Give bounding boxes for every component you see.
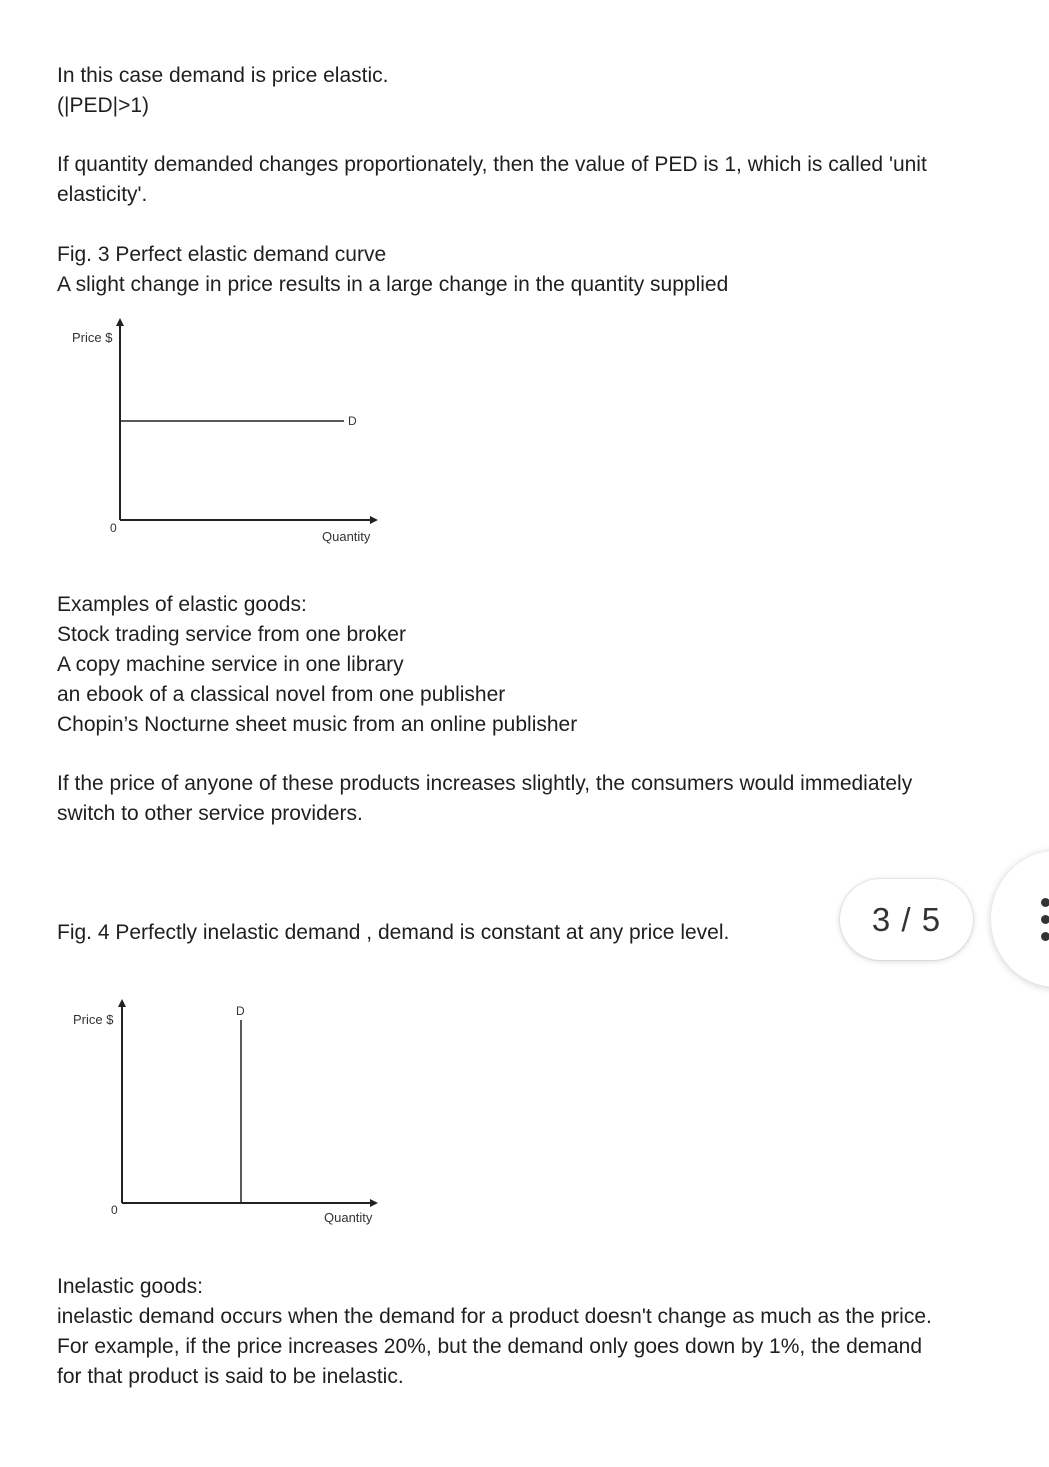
y-axis-arrow: [116, 318, 124, 326]
x-axis-arrow: [370, 1199, 378, 1207]
paragraph-line: inelastic demand occurs when the demand for a product doesn't change as much as the price.: [57, 1305, 932, 1328]
x-axis-arrow: [370, 516, 378, 524]
page-indicator-label: 3 / 5: [871, 900, 942, 938]
paragraph-line: elasticity'.: [57, 183, 148, 206]
list-item: A copy machine service in one library: [57, 653, 404, 676]
list-item: an ebook of a classical novel from one publisher: [57, 683, 506, 706]
y-axis-label: Price $: [72, 330, 113, 345]
more-options-button[interactable]: [991, 851, 1049, 987]
paragraph-line: A slight change in price results in a large change in the quantity supplied: [57, 273, 729, 296]
x-axis-label: Quantity: [322, 529, 371, 544]
list-item: Stock trading service from one broker: [57, 623, 406, 646]
x-axis-label: Quantity: [324, 1210, 373, 1225]
page-indicator[interactable]: [840, 879, 973, 960]
list-item: Chopin’s Nocturne sheet music from an online publisher: [57, 713, 578, 736]
paragraph-line: In this case demand is price elastic.: [57, 64, 389, 87]
paragraph-line: If quantity demanded changes proportionately, then the value of PED is 1, which is called 'unit: [57, 153, 927, 176]
y-axis-label: Price $: [73, 1012, 114, 1027]
paragraph-line: switch to other service providers.: [57, 802, 363, 825]
paragraph-line: For example, if the price increases 20%, but the demand only goes down by 1%, the demand: [57, 1335, 922, 1358]
paragraph-line: Inelastic goods:: [57, 1275, 203, 1298]
perfect-elastic-demand-figure: [60, 315, 390, 555]
perfectly-inelastic-demand-figure: [60, 995, 390, 1240]
origin-label: 0: [111, 1203, 118, 1217]
paragraph-line: Examples of elastic goods:: [57, 593, 307, 616]
demand-label: D: [348, 414, 357, 428]
paragraph-line: If the price of anyone of these products increases slightly, the consumers would immediately: [57, 772, 913, 795]
demand-label: D: [236, 1004, 245, 1018]
figure-caption: Fig. 3 Perfect elastic demand curve: [57, 243, 387, 266]
paragraph-line: for that product is said to be inelastic.: [57, 1365, 404, 1388]
y-axis-arrow: [118, 999, 126, 1007]
origin-label: 0: [110, 521, 117, 535]
figure-caption: Fig. 4 Perfectly inelastic demand , demand is constant at any price level.: [57, 921, 730, 944]
paragraph-line: (|PED|>1): [57, 94, 150, 117]
